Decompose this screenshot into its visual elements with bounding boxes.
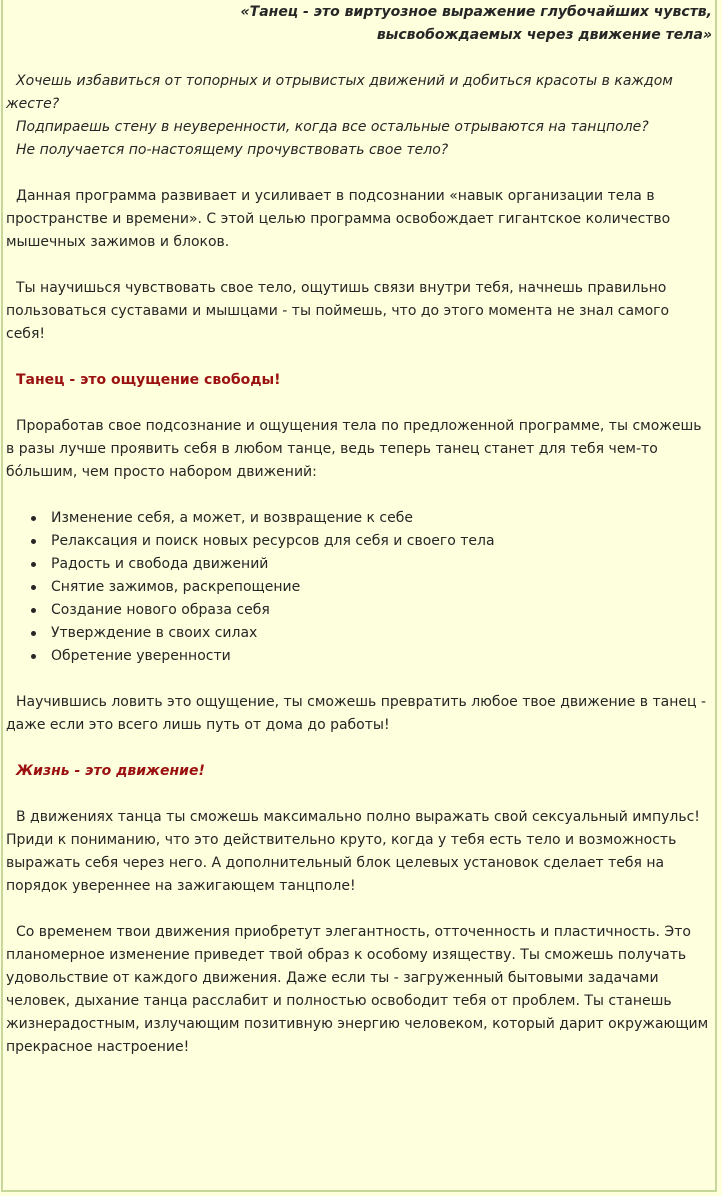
list-item: Радость и свобода движений bbox=[51, 553, 712, 576]
list-item: Утверждение в своих силах bbox=[51, 622, 712, 645]
list-item: Создание нового образа себя bbox=[51, 599, 712, 622]
list-item: Обретение уверенности bbox=[51, 645, 712, 668]
section-heading-life: Жизнь - это движение! bbox=[16, 763, 205, 779]
question-2: Подпираешь стену в неуверенности, когда все остальные отрываются на танцполе? bbox=[16, 119, 649, 135]
list-item: Изменение себя, а может, и возвращение к себе bbox=[51, 507, 712, 530]
epigraph-line-2: высвобождаемых через движение тела» bbox=[376, 27, 712, 43]
epigraph-line-1: «Танец - это виртуозное выражение глубочайших чувств, bbox=[240, 4, 712, 20]
paragraph-subconscious: Проработав свое подсознание и ощущения тела по предложенной программе, ты сможешь в разы лучше проявить себя в любом танце, ведь теперь танец станет для тебя чем-то бóльшим, чем просто набором движений: bbox=[6, 418, 702, 480]
question-1: Хочешь избавиться от топорных и отрывистых движений и добиться красоты в каждом жесте? bbox=[6, 73, 673, 112]
section-heading-freedom: Танец - это ощущение свободы! bbox=[16, 372, 281, 388]
paragraph-program: Данная программа развивает и усиливает в подсознании «навык организации тела в пространстве и времени». С этой целью программа освобождает гигантское количество мышечных зажимов и блоков. bbox=[6, 188, 671, 250]
paragraph-feel-body: Ты научишься чувствовать свое тело, ощутишь связи внутри тебя, начнешь правильно пользоваться суставами и мышцами - ты поймешь, что до этого момента не знал самого себя! bbox=[6, 280, 670, 342]
benefits-list bbox=[6, 507, 712, 668]
question-block bbox=[6, 70, 712, 162]
epigraph-quote bbox=[6, 0, 712, 47]
question-3: Не получается по-настоящему прочувствовать свое тело? bbox=[16, 142, 449, 158]
paragraph-impulse: В движениях танца ты сможешь максимально полно выражать свой сексуальный импульс! Приди к пониманию, что это действительно круто, когда у тебя есть тело и возможность выражать себя через него. А дополнительный блок целевых установок сделает тебя на порядок увереннее на зажигающем танцполе! bbox=[6, 809, 700, 894]
list-item: Снятие зажимов, раскрепощение bbox=[51, 576, 712, 599]
paragraph-catch-feeling: Научившись ловить это ощущение, ты сможешь превратить любое твое движение в танец - даже если это всего лишь путь от дома до работы! bbox=[6, 694, 707, 733]
list-item: Релаксация и поиск новых ресурсов для себя и своего тела bbox=[51, 530, 712, 553]
paragraph-elegance: Со временем твои движения приобретут элегантность, отточенность и пластичность. Это планомерное изменение приведет твой образ к особому изяществу. Ты сможешь получать удовольствие от каждого движения. Даже если ты - загруженный бытовыми задачами человек, дыхание танца расслабит и полностью освободит тебя от проблем. Ты станешь жизнерадостным, излучающим позитивную энергию человеком, который дарит окружающим прекрасное настроение! bbox=[6, 924, 709, 1055]
article-container bbox=[1, 0, 717, 1192]
